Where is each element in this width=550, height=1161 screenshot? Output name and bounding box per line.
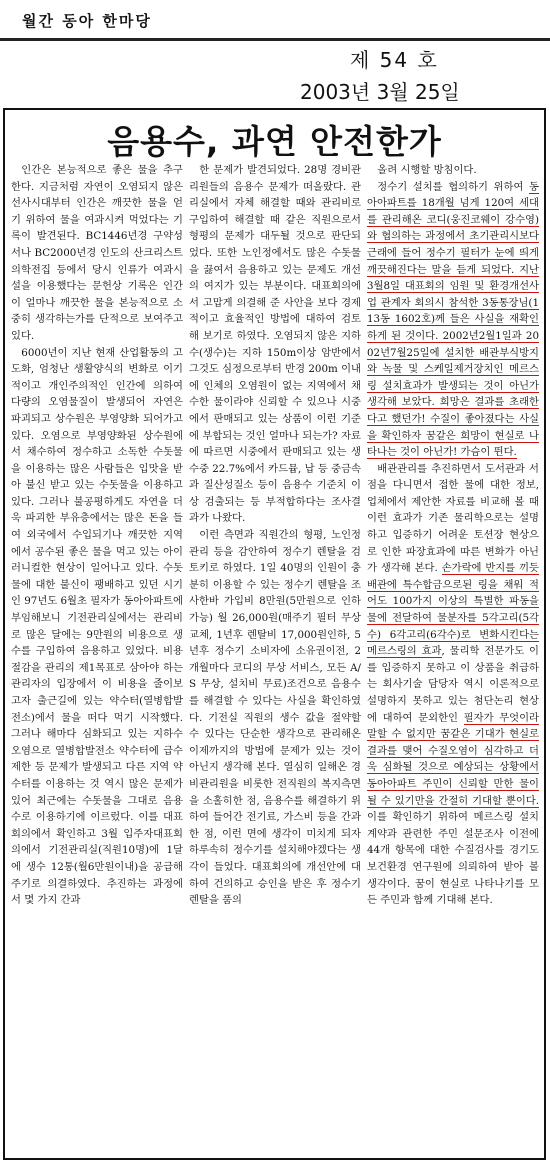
- highlighted-text: 필자가 무엇이라 말할 수 없지만 꿈같은 기대가 현실로 결과를 맺어 수질오염이 심각하고 더욱 심화될 것으로 예상되는 상황에서 동아아파트 주민이 신뢰할 만한 물이 될 수 있기만을 간절히 기대할 뿐이다.: [367, 711, 539, 807]
- body-text: 이를 확인하기 위하여 메르스링 설치 계약과 관련한 주민 설문조사 이전에 44개 항목에 대한 수질검사를 경기도 보건환경 연구원에 의뢰하여 받아 볼 생각이다. 꿈이 현실로 나타나기를 모든 주민과 함께 기대해 본다.: [367, 811, 539, 907]
- body-text: , 물리학 전문가도 이를 입증하지 못하고 이 상품을 취급하는 회사기술 담당자 역시 이론적으로 설명하지 못하고 있는 첨단논리 현상에 대하여 문외한인: [367, 645, 539, 724]
- highlighted-text: 손가락에 반지를 끼듯 배관에 특수합금으로된 링을 채워 적어도 100가지 이상의 특별한 파동을 물에 전달하여 물분자를 5각고리(5각수) 6각고리(6각수)로 변화시킨다는 메르스링의 효과: [367, 562, 539, 658]
- article-column-2: [189, 162, 361, 1154]
- body-text: 6000년이 지난 현재 산업활동의 고도화, 엄청난 생활양식의 변화로 이기적이고 개인주의적인 인간에 의하여 다량의 오염물질이 발생되어 자연은 파괴되고 상수원은 부영양화 되어가고 있다. 오염으로 부영양화된 상수원에서 채수하여 정수하고 소독한 수돗물을 이용하는 많은 사람들은 입맛을 받아 불신 받고 있는 수돗물을 이용하고 있다. 그러나 불공평하게도 자연을 더욱 파괴한 부유층에서는 많은 돈을 들여 외국에서 수입되기나 깨끗한 지역에서 공수된 좋은 물을 먹고 있는 아이러니컬한 현상이 일어나고 있다. 수돗물에 대한 불신이 팽배하고 있던 시기인 97년도 6월초 필자가 동아아파트에 부임해보니 기전관리실에서는 관리비로 많은 달에는 9만원의 비용으로 생수를 구입하여 음용하고 있었다. 비용절감을 관리의 제1목표로 삼아야 하는 관리자의 입장에서 이 비용을 줄이보고자 출근길에 있는 약수터(열병합발전소)에서 물을 떠다 먹기 시작했다. 그러나 해마다 심화되고 있는 지하수 오염으로 열병합발전소 약수터에 급수제한 등 문제가 발생되고 다른 지역 약수터를 이용하는 것 역시 많은 문제가 있어 최근에는 수돗물을 그대로 음용수로 이용하기에 이르렀다. 이를 대표회의에서 확인하고 3월 입주자대표회의에서 기전관리실(직원10명)에 1달에 생수 12통(월6만원이내)을 공급해 주기로 의결하였다. 추진하는 과정에서 몇 가지 간과: [11, 346, 183, 907]
- body-text: 인간은 본능적으로 좋은 물을 추구한다. 지금처럼 자연이 오염되지 않은 선사시대부터 인간은 깨끗한 물을 얻기 위하여 물을 여과시켜 먹었다는 기록이 발견된다. BC1446년경 구약성서나 BC2000년경 인도의 산크리스트 의학전집 등에서 당시 인류가 여과시설을 이용했다는 문헌상 기록은 인간이 얼마나 깨끗한 물을 본능적으로 소중히 생각하는가를 단적으로 보여주고 있다.: [11, 164, 183, 342]
- paragraph: [367, 179, 539, 461]
- article-column-3: [367, 162, 539, 1154]
- body-text: 이런 측면과 직원간의 형평, 노인정 관리 등을 감안하여 정수기 렌탈을 검토키로 하였다. 1일 40명의 인원이 충분히 이용할 수 있는 정수기 렌탈을 조사한바 가입비 8만원(5만원으로 인하가능) 월 26,000원(매주기 필터 무상교체, 1년후 렌탈비 17,000원인하, 5년후 정수기 소비자에 소유권이전, 2개월마다 코디의 무상 서비스, 모든 A/S 무상, 설치비 무료)조건으로 음용수를 해결할 수 있다는 사실을 확인하였다. 기전실 직원의 생수 값을 절약할 수 있다는 단순한 생각으로 관리해온 이제까지의 방법에 문제가 있는 것이 아닌지 생각해 본다. 열심히 일해온 경비관리원을 비롯한 전직원의 복지측면을 소홀히한 점, 음용수를 해결하기 위하여 들어간 전기료, 가스비 등을 간과한 점, 이런 면에 생각이 미치게 되자 하루속히 정수기를 설치해야겠다는 생각이 들었다. 대표회의에 개선안에 대하여 건의하고 승인을 받은 후 정수기렌탈을 품의: [189, 529, 361, 907]
- article-column-1: [11, 162, 183, 1154]
- issue-date: 2003년 3월 25일: [300, 80, 460, 104]
- article-headline: 음용수, 과연 안전한가: [107, 122, 442, 161]
- body-text: 한 문제가 발견되었다. 28명 경비관리원들의 음용수 문제가 떠올랐다. 관리실에서 자체 해결할 때와 관리비로 구입하여 해결할 때 같은 직원으로서 형평의 문제가 대두될 것으로 판단되었다. 또한 노인정에서도 많은 수돗물을 끓여서 음용하고 있는 문제도 개선의 여지가 있는 부분이다. 대표회의에서 고맙게 의결해 준 사안을 보다 경제적이고 효율적인 방법에 대하여 검토해 보기로 하였다. 오염되지 않은 지하수(생수)는 지하 150m이상 암반에서 그것도 심정으로부터 반경 200m 이내에 인체의 오염원이 없는 지역에서 채수한 물이라야 신뢰할 수 있으나 시중에서 판매되고 있는 상품이 이런 기준에 부합되는 것인 얼마나 되는가? 자료에 따르면 시중에서 판매되고 있는 생수중 22.7%에서 카드뮴, 납 등 중금속과 질산성질소 등이 음용수 기준치 이상 검출되는 등 부적합하다는 조사결과가 나왔다.: [189, 164, 361, 525]
- masthead-divider: [0, 38, 550, 41]
- article-box: [3, 108, 546, 1160]
- paragraph: [189, 162, 361, 527]
- paragraph: [189, 527, 361, 909]
- paragraph: [367, 162, 539, 179]
- masthead-title: 월간 동아 한마당: [22, 12, 152, 30]
- paragraph: [367, 461, 539, 909]
- body-text: 배관관리를 추진하면서 도서관과 서점을 다니면서 접한 물에 대한 정보, 업체에서 제안한 자료를 비교해 볼 때 이런 효과가 기존 물리학으로는 설명하고 입증하기 어려운 토션장 현상으로 인한 파장효과에 따른 변화가 아닌가 생각해 본다.: [367, 462, 539, 575]
- paragraph: [11, 162, 183, 345]
- body-text: 올려 시행할 방침이다.: [377, 164, 477, 176]
- issue-number: 제 54 호: [350, 48, 439, 72]
- paragraph: [11, 345, 183, 909]
- body-text: 정수기 설치를 협의하기 위하여: [377, 180, 530, 193]
- highlighted-text: 동아아파트를 18개월 넘게 120여 세대를 관리해온 코디(웅진코웨이 강수영)와 협의하는 과정에서 초기관리시보다 근래에 들어 정수기 필터가 눈에 띄게 깨끗해진다는 말을 듣게 되었다. 지난 3월8일 대표회의 임원 및 환경개선사업 관계자 회의시 참석한 3동통장님(113동 1602호)께 들은 사실을 재확인하게 된 것이다. 2002년2월1일과 2002년7월25일에 설치한 배관부식방지와 녹물 및 스케일제거장치인 메르스링 설치효과가 발생되는 것이 아닌가 생각해 보았다. 희망은 결과를 초래한다고 했던가! 수질이 좋아졌다는 사실을 확인하자 꿈같은 희망이 현실로 나타나는 것이 아닌가! 가슴이 뛴다.: [367, 180, 539, 459]
